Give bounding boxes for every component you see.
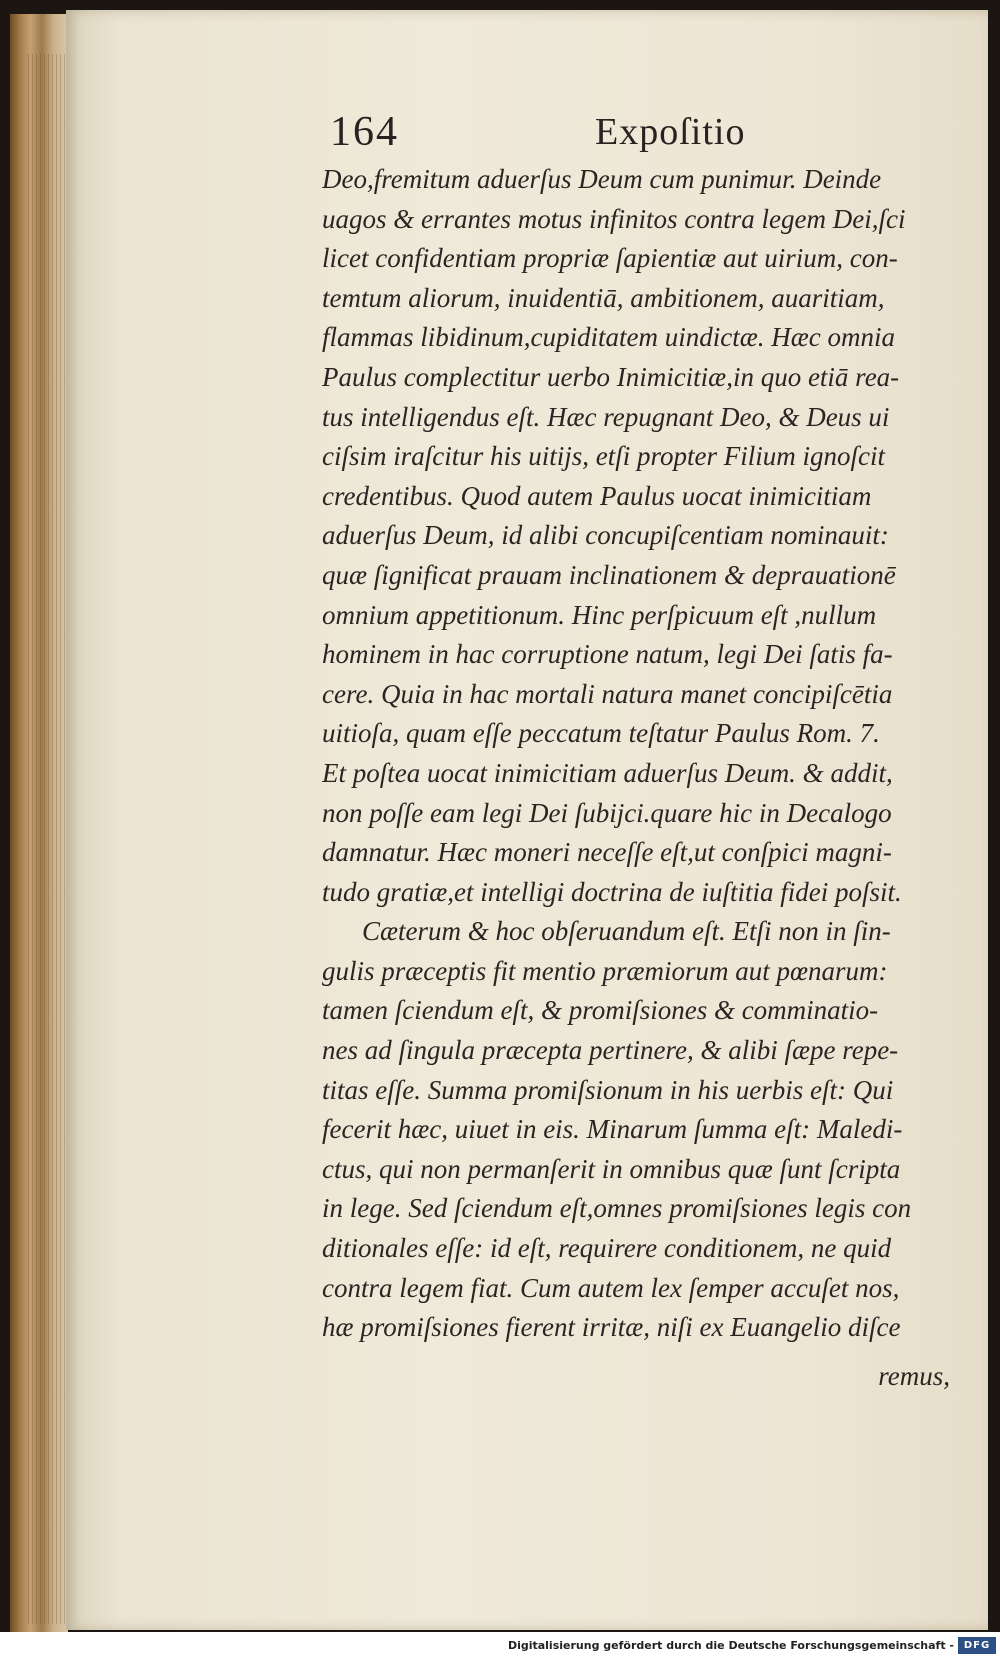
text-line: temtum aliorum, inuidentiā, ambitionem, auaritiam, — [322, 282, 885, 313]
text-line: credentibus. Quod autem Paulus uocat inimicitiam — [322, 480, 872, 511]
paragraph-first-line: Cæterum & hoc obſeruandum eſt. Etſi non in ſin- — [362, 916, 891, 947]
page-number: 164 — [330, 109, 399, 155]
text-line: cere. Quia in hac mortali natura manet concipiſcētia — [322, 678, 893, 709]
text-line: Paulus complectitur uerbo Inimicitiæ,in quo etiā rea- — [322, 361, 900, 392]
text-line: in lege. Sed ſciendum eſt,omnes promiſsiones legis con — [322, 1193, 912, 1224]
body-text — [322, 160, 952, 1348]
text-line: uitioſa, quam eſſe peccatum teſtatur Paulus Rom. 7. — [322, 718, 880, 749]
text-line: flammas libidinum,cupiditatem uindictæ. Hæc omnia — [322, 322, 895, 353]
catchword: remus, — [878, 1361, 950, 1391]
dfg-logo-icon: DFG — [958, 1637, 996, 1654]
running-head: Expoſitio — [595, 111, 746, 153]
text-line: titas eſſe. Summa promiſsionum in his uerbis eſt: Qui — [322, 1074, 894, 1105]
footer-bar — [0, 1632, 1000, 1660]
text-line: Et poſtea uocat inimicitiam aduerſus Deum. & addit, — [322, 757, 893, 788]
book-page-edges — [10, 14, 68, 1634]
text-line: Deo,fremitum aduerſus Deum cum punimur. Deinde — [322, 164, 882, 194]
text-line: damnatur. Hæc moneri neceſſe eſt,ut conſpici magni- — [322, 837, 892, 868]
page-header — [330, 104, 780, 160]
text-line: licet confidentiam propriæ ſapientiæ aut uirium, con- — [322, 243, 898, 274]
text-line: tamen ſciendum eſt, & promiſsiones & comminatio- — [322, 995, 879, 1026]
text-line: ditionales eſſe: id eſt, requirere conditionem, ne quid — [322, 1233, 892, 1264]
text-line: nes ad ſingula præcepta pertinere, & alibi ſæpe repe- — [322, 1035, 899, 1066]
text-line: ciſsim iraſcitur his uitijs, etſi propter Filium ignoſcit — [322, 441, 885, 472]
text-line: tudo gratiæ,et intelligi doctrina de iuſtitia fidei poſsit. — [322, 876, 902, 907]
page-edge-texture — [28, 54, 68, 1624]
text-line: fecerit hæc, uiuet in eis. Minarum ſumma eſt: Maledi- — [322, 1114, 903, 1145]
text-line: hominem in hac corruptione natum, legi Dei ſatis fa- — [322, 639, 893, 670]
text-line: gulis præceptis fit mentio præmiorum aut pœnarum: — [322, 955, 888, 986]
text-line: hæ promiſsiones fierent irritæ, niſi ex Euangelio diſce — [322, 1312, 901, 1343]
text-line: ctus, qui non permanſerit in omnibus quæ ſunt ſcripta — [322, 1153, 901, 1184]
text-line: omnium appetitionum. Hinc perſpicuum eſt ,nullum — [322, 599, 877, 630]
text-line: aduerſus Deum, id alibi concupiſcentiam nominauit: — [322, 520, 889, 551]
text-line: uagos & errantes motus infinitos contra legem Dei,ſci — [322, 203, 906, 234]
funding-credit: Digitalisierung gefördert durch die Deutsche Forschungsgemeinschaft - — [507, 1639, 954, 1652]
text-line: non poſſe eam legi Dei ſubijci.quare hic in Decalogo — [322, 797, 892, 828]
text-line: tus intelligendus eſt. Hæc repugnant Deo, & Deus ui — [322, 401, 890, 432]
text-line: contra legem fiat. Cum autem lex ſemper accuſet nos, — [322, 1272, 900, 1303]
text-line: quæ ſignificat prauam inclinationem & deprauationē — [322, 559, 896, 590]
